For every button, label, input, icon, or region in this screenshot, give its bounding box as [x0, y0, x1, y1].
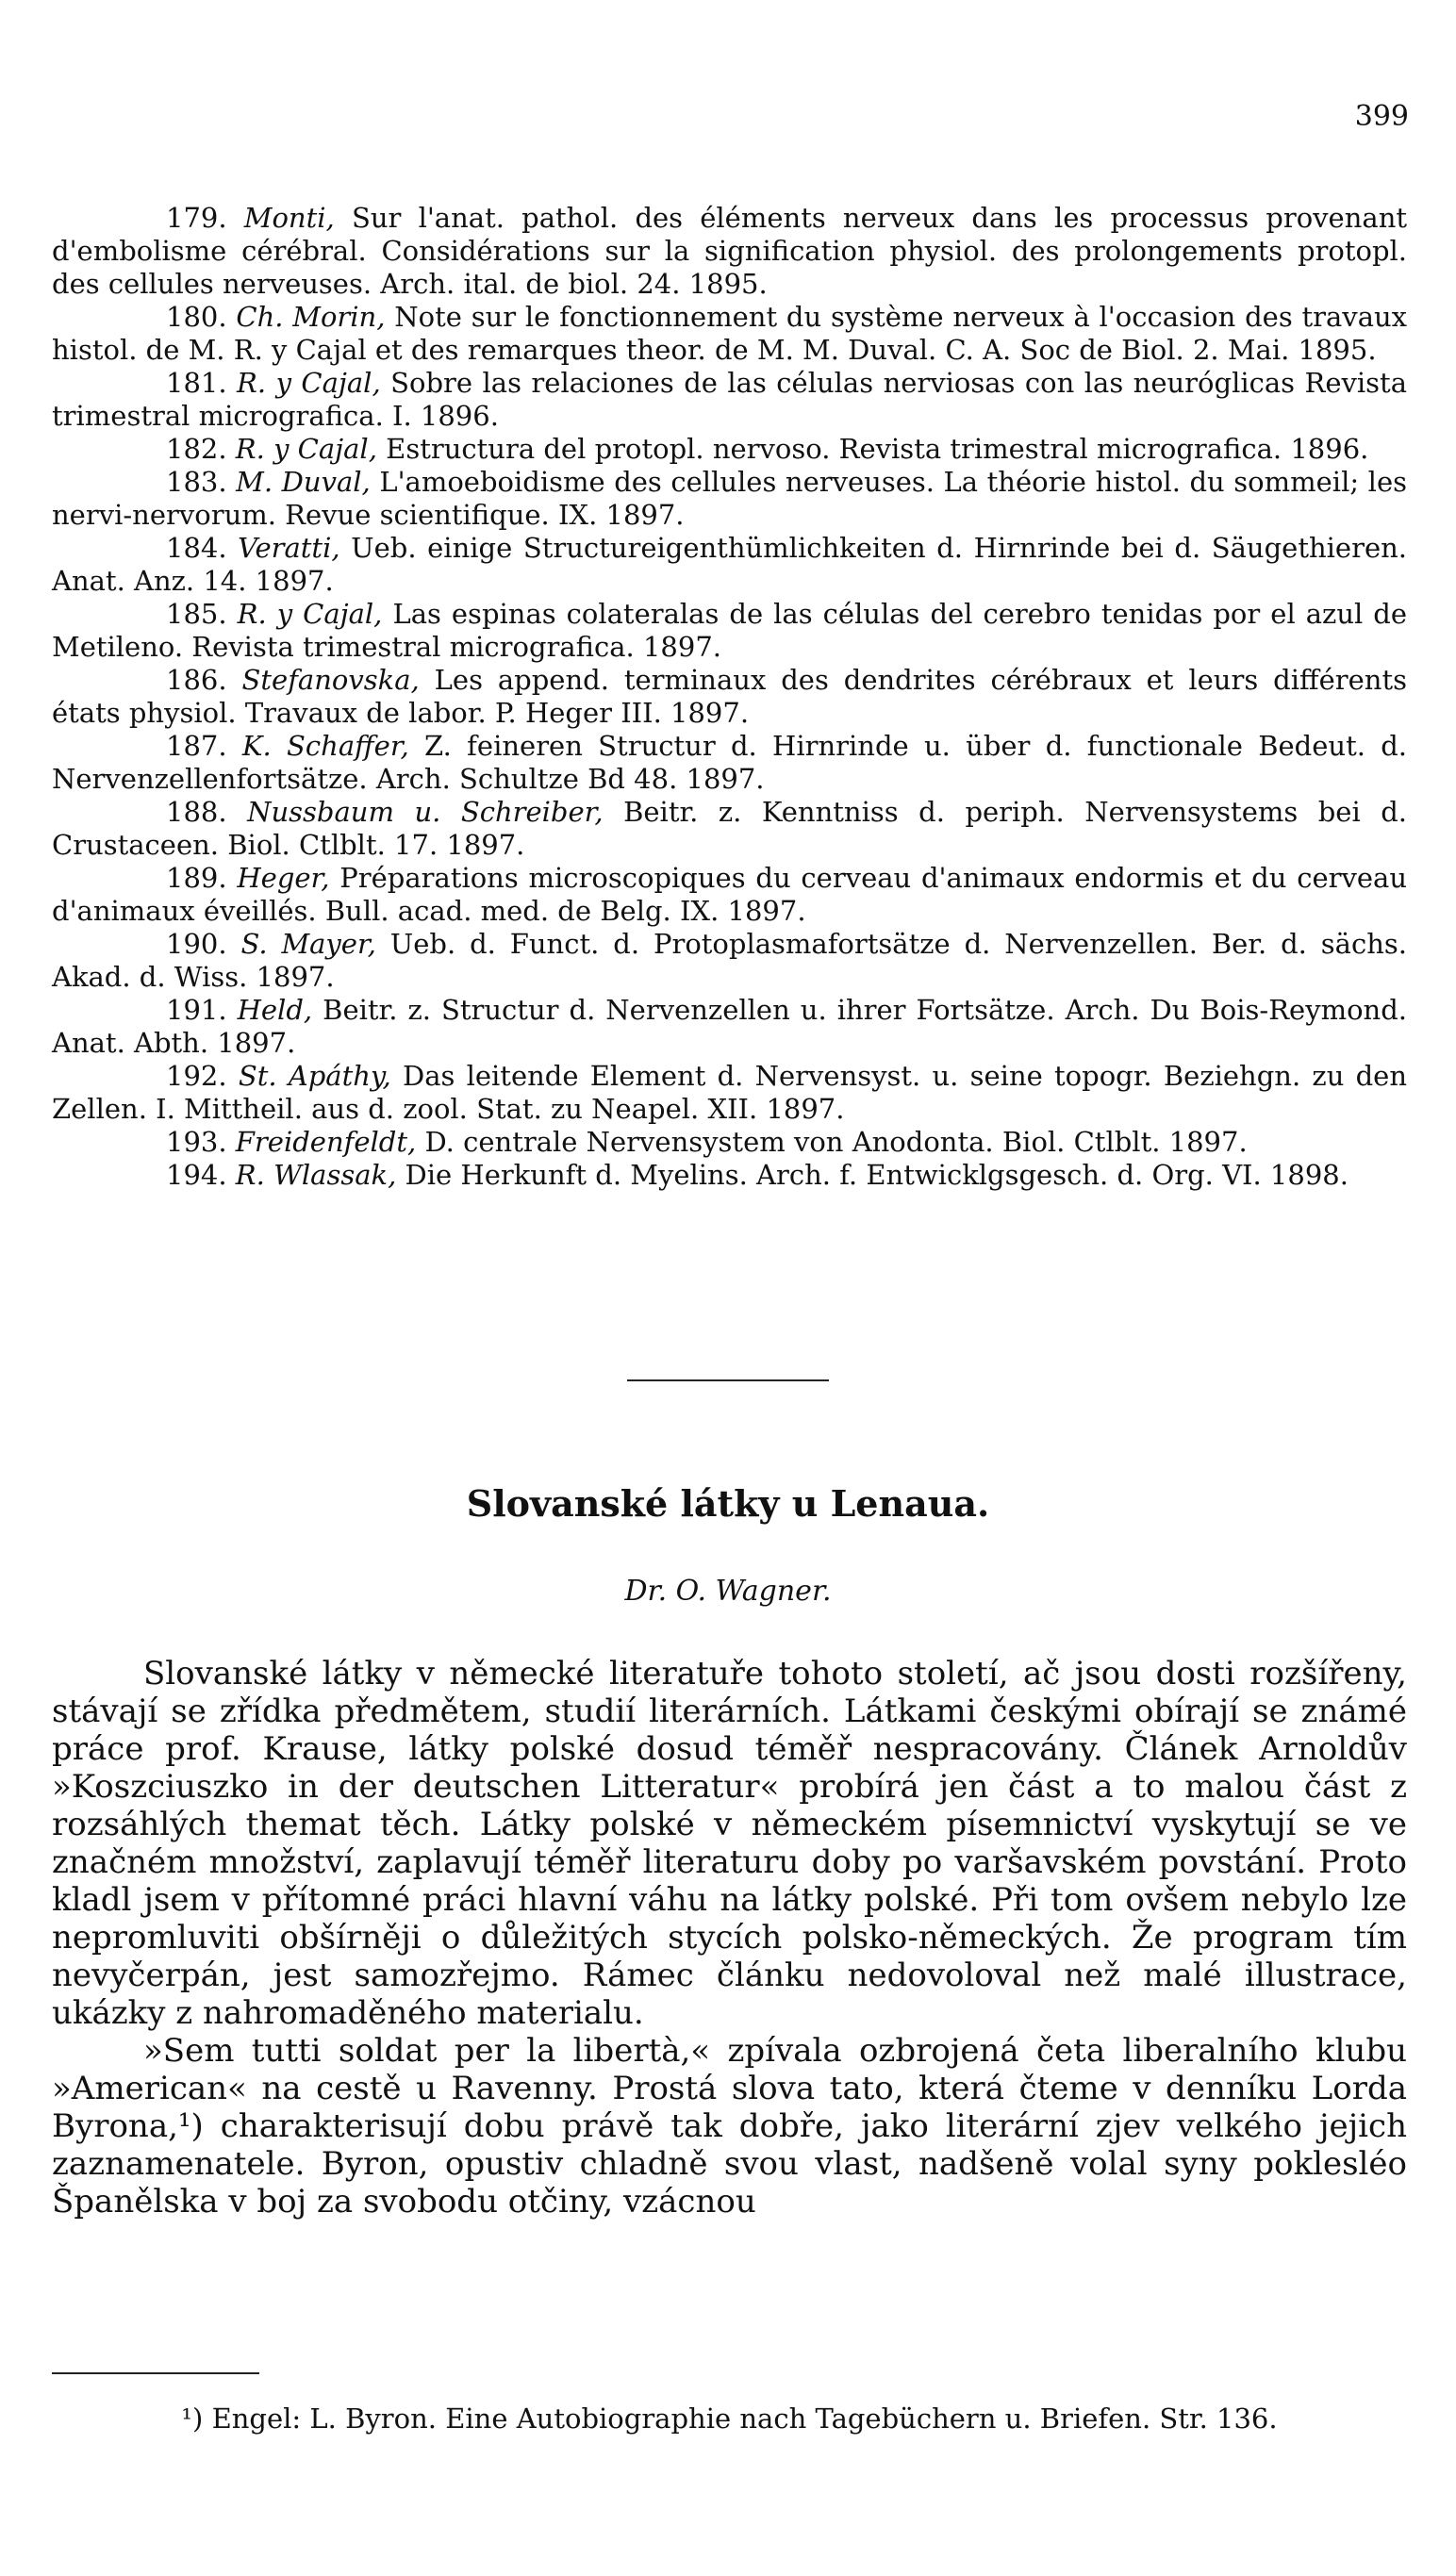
reference-item: [52, 994, 1407, 1060]
ref-number: 192.: [166, 1060, 227, 1092]
reference-item: [52, 598, 1407, 664]
reference-item: [52, 1159, 1407, 1192]
ref-author: R. y Cajal,: [235, 433, 377, 465]
reference-item: [52, 1126, 1407, 1159]
ref-number: 184.: [166, 532, 227, 564]
reference-item: [52, 1060, 1407, 1126]
ref-author: R. y Cajal,: [237, 367, 381, 399]
footnote: [52, 2403, 1407, 2435]
article-title: Slovanské látky u Lenaua.: [466, 1482, 990, 1525]
ref-author: St. Apáthy,: [238, 1060, 391, 1092]
ref-author: S. Mayer,: [240, 928, 376, 960]
ref-author: R. y Cajal,: [237, 598, 383, 630]
reference-item: [52, 532, 1407, 598]
ref-number: 190.: [166, 928, 227, 960]
reference-item: [52, 862, 1407, 928]
ref-text: Beitr. z. Structur d. Nervenzellen u. ihrer Fortsätze. Arch. Du Bois-Reymond. Anat. Abth. 1897.: [52, 994, 1408, 1059]
ref-text: Sur l'anat. pathol. des éléments nerveux dans les processus provenant d'embolisme cérébral. Considérations sur la signification physiol. des prolongements protopl. des cellules nerveuses. Arch. ital. de biol. 24. 1895.: [52, 202, 1408, 300]
ref-author: Held,: [237, 994, 313, 1026]
body-paragraph: »Sem tutti soldat per la libertà,« zpívala ozbrojená četa liberalního klubu »American« na cestě u Ravenny. Prostá slova tato, která čteme v denníku Lorda Byrona,¹) charakterisují dobu právě tak dobře, jako literární zjev velkého jejich zaznamenatele. Byron, opustiv chladně svou vlast, nadšeně volal syny poklesléo Španělska v boj za svobodu otčiny, vzácnou: [52, 2032, 1407, 2221]
ref-text: Las espinas colateralas de las células del cerebro tenidas por el azul de Metileno. Revista trimestral micrografica. 1897.: [52, 598, 1408, 663]
ref-number: 186.: [166, 664, 227, 696]
ref-text: Beitr. z. Kenntniss d. periph. Nervensystems bei d. Crustaceen. Biol. Ctlblt. 17. 1897.: [52, 796, 1408, 861]
body-paragraph: Slovanské látky v německé literatuře tohoto století, ač jsou dosti rozšířeny, stávají se zřídka předmětem, studií literárních. Látkami českými obírají se známé práce prof. Krause, látky polské dosud téměř nespracovány. Článek Arnoldův »Koszciuszko in der deutschen Litteratur« probírá jen část a to malou část z rozsáhlých themat těch. Látky polské v německém písemnictví vyskytují se ve značném množství, zaplavují téměř literaturu doby po varšavském povstání. Proto kladl jsem v přítomné práci hlavní váhu na látky polské. Při tom ovšem nebylo lze nepromluviti obšírněji o důležitých stycích polsko-německých. Že program tím nevyčerpán, jest samozřejmo. Rámec článku nedovoloval než malé illustrace, ukázky z nahromaděného materialu.: [52, 1655, 1407, 2032]
ref-text: L'amoeboidisme des cellules nerveuses. La théorie histol. du sommeil; les nervi-nervorum. Revue scientifique. IX. 1897.: [52, 466, 1408, 531]
ref-number: 179.: [166, 202, 227, 234]
reference-list: [52, 202, 1407, 1192]
ref-number: 188.: [166, 796, 227, 828]
section-divider: [627, 1379, 829, 1381]
footnote-text: Engel: L. Byron. Eine Autobiographie nach Tagebüchern u. Briefen. Str. 136.: [211, 2403, 1278, 2435]
article-body: [52, 1655, 1407, 2221]
ref-text: Ueb. d. Funct. d. Protoplasmafortsätze d. Nervenzellen. Ber. d. sächs. Akad. d. Wiss. 1897.: [52, 928, 1407, 993]
reference-item: [52, 301, 1407, 367]
ref-text: Z. feineren Structur d. Hirnrinde u. über d. functionale Bedeut. d. Nervenzellenfortsätze. Arch. Schultze Bd 48. 1897.: [52, 730, 1408, 795]
ref-text: D. centrale Nervensystem von Anodonta. Biol. Ctlblt. 1897.: [424, 1126, 1248, 1158]
ref-number: 191.: [166, 994, 227, 1026]
ref-author: R. Wlassak,: [235, 1159, 397, 1191]
ref-number: 189.: [166, 862, 227, 894]
ref-text: Les append. terminaux des dendrites cérébraux et leurs différents états physiol. Travaux de labor. P. Heger III. 1897.: [52, 664, 1408, 729]
footnote-marker: ¹): [181, 2403, 204, 2435]
ref-author: Nussbaum u. Schreiber,: [247, 796, 604, 828]
ref-author: Stefanovska,: [241, 664, 420, 696]
ref-text: Die Herkunft d. Myelins. Arch. f. Entwicklgsgesch. d. Org. VI. 1898.: [405, 1159, 1348, 1191]
ref-author: Freidenfeldt,: [235, 1126, 417, 1158]
reference-item: [52, 928, 1407, 994]
reference-item: [52, 466, 1407, 532]
reference-item: [52, 730, 1407, 796]
reference-item: [52, 202, 1407, 301]
ref-author: Heger,: [237, 862, 330, 894]
ref-text: Estructura del protopl. nervoso. Revista trimestral micrografica. 1896.: [386, 433, 1369, 465]
ref-text: Das leitende Element d. Nervensyst. u. seine topogr. Beziehgn. zu den Zellen. I. Mittheil. aus d. zool. Stat. zu Neapel. XII. 1897.: [52, 1060, 1408, 1125]
footnote-rule: [52, 2372, 259, 2374]
ref-number: 193.: [166, 1126, 227, 1158]
ref-number: 180.: [166, 301, 227, 333]
ref-text: Préparations microscopiques du cerveau d'animaux endormis et du cerveau d'animaux éveillés. Bull. acad. med. de Belg. IX. 1897.: [52, 862, 1407, 927]
reference-item: [52, 664, 1407, 730]
ref-number: 183.: [166, 466, 227, 498]
reference-item: [52, 433, 1407, 466]
ref-number: 185.: [166, 598, 227, 630]
ref-author: M. Duval,: [236, 466, 371, 498]
ref-author: Ch. Morin,: [236, 301, 386, 333]
page-number: 399: [1354, 100, 1409, 133]
ref-text: Sobre las relaciones de las células nerviosas con las neuróglicas Revista trimestral micrografica. I. 1896.: [52, 367, 1407, 432]
ref-author: K. Schaffer,: [241, 730, 409, 762]
ref-text: Note sur le fonctionnement du système nerveux à l'occasion des travaux histol. de M. R. y Cajal et des remarques theor. de M. M. Duval. C. A. Soc de Biol. 2. Mai. 1895.: [52, 301, 1408, 366]
ref-number: 194.: [166, 1159, 227, 1191]
reference-item: [52, 367, 1407, 433]
ref-number: 181.: [166, 367, 227, 399]
ref-author: Monti,: [243, 202, 335, 234]
ref-number: 182.: [166, 433, 227, 465]
ref-text: Ueb. einige Structureigenthümlichkeiten d. Hirnrinde bei d. Säugethieren. Anat. Anz. 14. 1897.: [52, 532, 1408, 597]
reference-item: [52, 796, 1407, 862]
ref-author: Veratti,: [238, 532, 340, 564]
ref-number: 187.: [166, 730, 227, 762]
article-author: Dr. O. Wagner.: [624, 1575, 832, 1608]
